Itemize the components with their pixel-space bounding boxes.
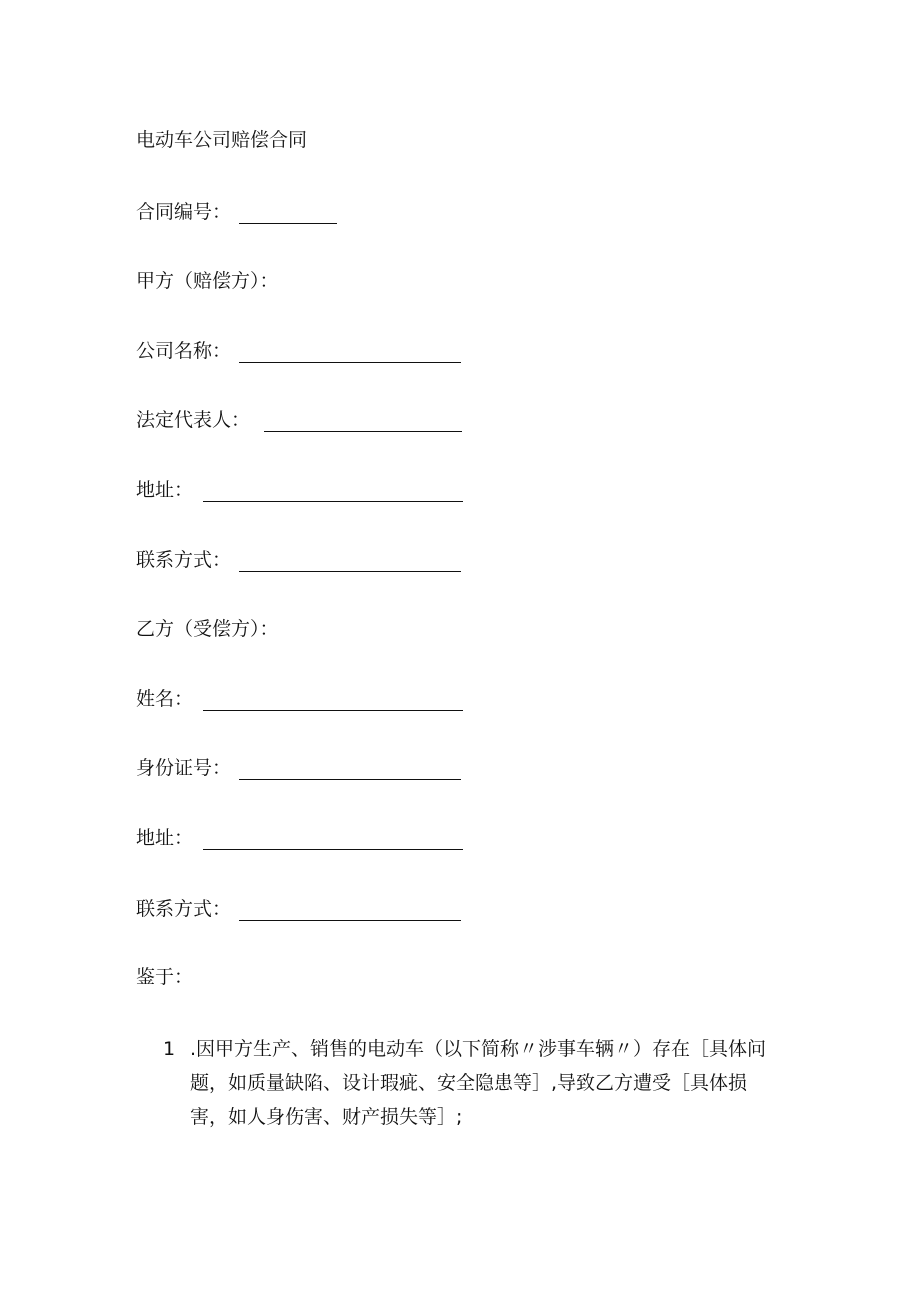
contract-number-row: [136, 200, 337, 224]
party-b-contact-label: 联系方式：: [136, 898, 232, 920]
party-b-address-blank[interactable]: [203, 830, 463, 850]
party-a-representative-label: 法定代表人：: [136, 409, 251, 431]
party-a-heading: [136, 269, 279, 293]
party-b-address-row: [136, 826, 463, 850]
party-a-contact-blank[interactable]: [239, 552, 461, 572]
party-a-company-label: 公司名称：: [136, 340, 232, 362]
contract-title: [136, 128, 307, 152]
clause-1-line-1: [163, 1032, 793, 1066]
party-b-contact-blank[interactable]: [239, 901, 461, 921]
party-a-representative-blank[interactable]: [264, 412, 462, 432]
party-b-address-label: 地址：: [136, 827, 194, 849]
party-b-name-blank[interactable]: [203, 691, 463, 711]
party-a-representative-row: [136, 408, 462, 432]
party-b-id-row: [136, 756, 461, 780]
clause-1-line-1-text: .因甲方生产、销售的电动车（以下简称〃涉事车辆〃）存在［具体问: [190, 1038, 767, 1060]
clause-1-line-2: [163, 1066, 793, 1100]
contract-number-label: 合同编号：: [136, 201, 232, 223]
party-a-company-row: [136, 339, 461, 363]
clause-1-line-3: [163, 1100, 793, 1134]
party-a-contact-row: [136, 548, 461, 572]
party-b-contact-row: [136, 897, 461, 921]
contract-title-text: 电动车公司赔偿合同: [136, 129, 308, 151]
party-a-address-blank[interactable]: [203, 482, 463, 502]
party-a-contact-label: 联系方式：: [136, 549, 232, 571]
party-b-name-row: [136, 687, 463, 711]
party-a-address-label: 地址：: [136, 479, 194, 501]
party-b-heading-text: 乙方（受偿方）：: [136, 618, 279, 640]
whereas-heading: [136, 965, 193, 989]
party-a-heading-text: 甲方（赔偿方）：: [136, 270, 279, 292]
contract-number-blank[interactable]: [239, 204, 337, 224]
party-a-address-row: [136, 478, 463, 502]
party-a-company-blank[interactable]: [239, 343, 461, 363]
clause-1-number: 1: [163, 1038, 176, 1060]
party-b-id-label: 身份证号：: [136, 757, 232, 779]
whereas-heading-text: 鉴于：: [136, 966, 194, 988]
clause-1: [163, 1032, 793, 1134]
clause-1-line-2-text: 题，如质量缺陷、设计瑕疵、安全隐患等］,导致乙方遭受［具体损: [190, 1072, 748, 1094]
party-b-id-blank[interactable]: [239, 760, 461, 780]
party-b-name-label: 姓名：: [136, 688, 194, 710]
party-b-heading: [136, 617, 279, 641]
clause-1-line-3-text: 害，如人身伤害、财产损失等］;: [190, 1106, 463, 1128]
